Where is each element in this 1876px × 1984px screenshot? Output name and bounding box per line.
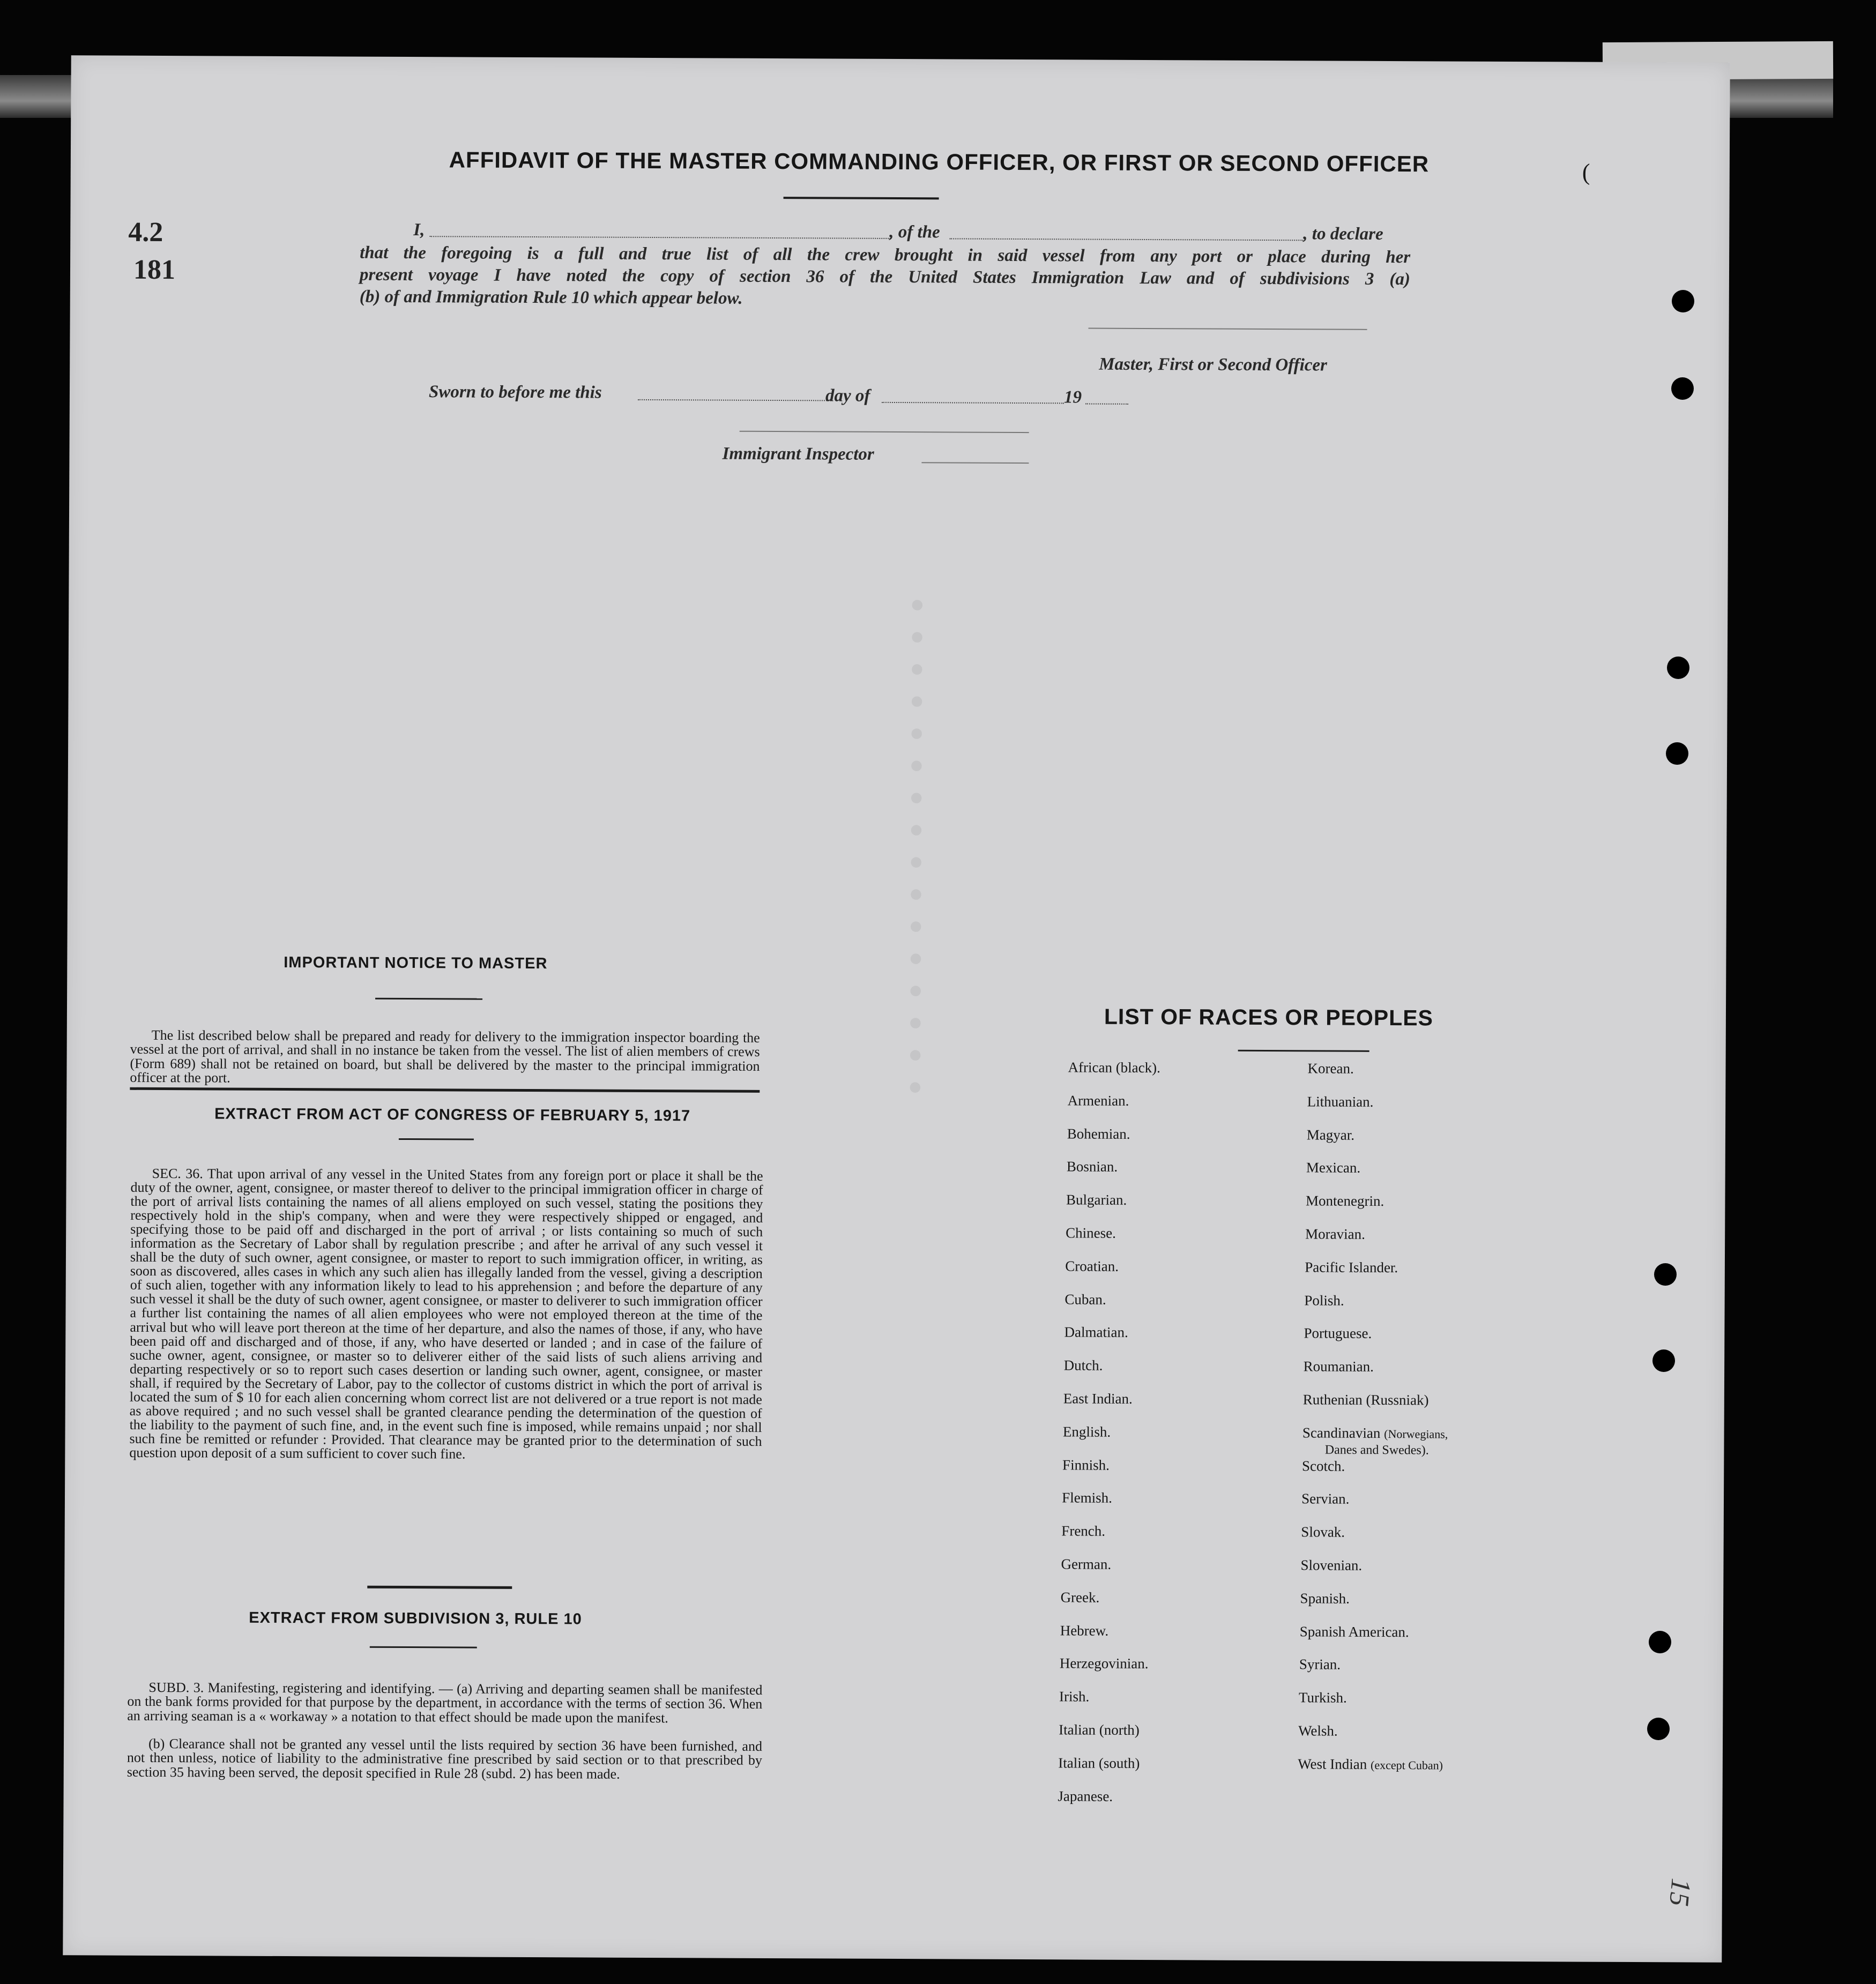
race-item: Scandinavian (Norwegians, [1302, 1424, 1448, 1441]
stamp-number-top: 4.2 [128, 217, 163, 248]
races-title-rule [1238, 1050, 1369, 1052]
race-item-note: (except Cuban) [1370, 1758, 1443, 1772]
sworn-label: Sworn to before me this [428, 382, 602, 402]
punch-hole [1649, 1631, 1671, 1653]
race-item: Lithuanian. [1307, 1093, 1374, 1110]
corner-mark: ( [1582, 159, 1590, 185]
race-item: Welsh. [1298, 1722, 1338, 1739]
race-item: Spanish American. [1299, 1623, 1409, 1640]
race-item: Slovak. [1301, 1524, 1345, 1540]
sworn-year-field[interactable] [1085, 404, 1128, 405]
statement-line-3: (b) of and Immigration Rule 10 which appear below. [359, 287, 743, 308]
race-item: Mexican. [1306, 1159, 1361, 1176]
section-rule-2 [367, 1586, 512, 1589]
notice-rule [375, 998, 482, 1000]
race-item-continuation: Danes and Swedes). [1324, 1443, 1429, 1458]
inspector-caption: Immigrant Inspector [722, 444, 874, 464]
inspector-trailing-line [921, 462, 1029, 464]
section-rule-1 [130, 1087, 760, 1093]
race-item: Finnish. [1062, 1456, 1110, 1473]
race-item: Greek. [1060, 1589, 1100, 1606]
race-item: West Indian (except Cuban) [1298, 1756, 1443, 1772]
race-item: German. [1061, 1556, 1112, 1572]
day-of-label: day of [825, 386, 870, 406]
name-field[interactable] [429, 236, 890, 239]
race-item: Chinese. [1066, 1225, 1116, 1241]
statement-line-2: present voyage I have noted the copy of section 36 of the United States Immigration Law and of subdivisions 3 (a) [359, 265, 1411, 289]
race-item: Scotch. [1302, 1457, 1345, 1474]
race-item-note: (Norwegians, [1384, 1427, 1448, 1441]
signature-line[interactable] [1089, 328, 1367, 330]
sworn-month-field[interactable] [882, 402, 1064, 404]
race-item: English. [1062, 1423, 1111, 1440]
race-item: Magyar. [1306, 1126, 1355, 1143]
punch-hole [1654, 1263, 1677, 1286]
year-prefix: 19 [1063, 387, 1082, 407]
race-item: Dutch. [1063, 1357, 1103, 1374]
race-item: Turkish. [1298, 1689, 1347, 1706]
act-rule [399, 1138, 474, 1140]
race-item: Japanese. [1058, 1787, 1113, 1804]
act-heading: EXTRACT FROM ACT OF CONGRESS OF FEBRUARY 5, 1917 [214, 1105, 691, 1125]
race-item: Syrian. [1299, 1656, 1341, 1673]
vessel-field[interactable] [949, 238, 1303, 241]
punch-hole [1672, 290, 1694, 312]
of-the-label: , of the [889, 222, 940, 242]
punch-hole [1666, 742, 1688, 765]
race-item: Bosnian. [1066, 1158, 1118, 1175]
race-item: African (black). [1068, 1059, 1160, 1076]
bleed-through: . . . . . . . . . . . . . . . . [897, 597, 971, 1096]
race-item: Spanish. [1300, 1590, 1350, 1607]
rule-text-b: (b) Clearance shall not be granted any vessel until the lists required by section 36 have been furnished, and not then unless, notice of liability to the administrative fine prescribed by said section or to that prescribed by section 35 having been served, the deposit specified in Rule 28 (subd. 2) has been made. [126, 1735, 763, 1782]
race-item: Bulgarian. [1066, 1191, 1127, 1209]
race-item: Pacific Islander. [1305, 1259, 1398, 1276]
race-item: Roumanian. [1303, 1358, 1374, 1375]
race-item: Cuban. [1064, 1291, 1106, 1308]
affidavit-statement [360, 242, 1411, 313]
i-label: I, [413, 220, 425, 240]
race-item: East Indian. [1063, 1390, 1133, 1407]
race-item: Irish. [1059, 1688, 1090, 1705]
race-item: Slovenian. [1300, 1557, 1363, 1573]
race-item: Korean. [1307, 1060, 1354, 1077]
inspector-signature-line[interactable] [740, 431, 1029, 433]
sworn-day-field[interactable] [638, 399, 831, 401]
race-item: Armenian. [1067, 1092, 1129, 1109]
to-declare-label: , to declare [1303, 224, 1383, 244]
act-text: SEC. 36. That upon arrival of any vessel in the United States from any foreign port or place it shall be the duty of the owner, agent, consignee, or master thereof to deliver to the principal immigration officer in charge of the port of arrival lists containing the names of all aliens employed on such vessel, stating the positions they respectively hold in the ship's company, when and were they were respectively shipped or engaged, and specifying those to be paid off and discharged in the port of arrival ; or lists containing so much of such information as the Secretary of Labor shall by regulation prescribe ; and after he arrival of any such vessel it shall be the duty of such owner, agent consignee, or master to report to such immigration officer, in writing, as soon as discovered, alles cases in which any such alien has illegally landed from the vessel, giving a description of such alien, together with any information likely to lead to his apprehension ; and before the departure of any such vessel it shall be the duty of such owner, agent consignee, or master to deliverer to such immigration officer a further list containing the names of all alien employees who were not employed thereon at the time of the arrival but who will leave port thereon at the time of her departure, and also the names of those, if any, who have been paid off and discharged and of those, if any, who have deserted or landed ; and in case of the failure of suche owner, agent, consignee, or master so to deliverer either of the said lists of such aliens arriving and departing respectively or so to report such cases desertion or landing such owner, agent, consignee, or master shall, if required by the Secretary of Labor, pay to the collector of customs district in which the port of arrival is located the sum of $ 10 for each alien concerning whom correct list are not delivered or a true report is not made as above required ; and no such vessel shall be granted clearance pending the determination of the question of the liability to the payment of such fine, and, in the event such fine is imposed, while remains unpaid ; nor shall such fine be remitted or refunder : Provided. That clearance may be granted prior to the determination of such question upon deposit of a sum sufficient to cover such fine. [129, 1165, 763, 1462]
race-item: Polish. [1304, 1292, 1344, 1309]
notice-heading: IMPORTANT NOTICE TO MASTER [284, 954, 548, 973]
race-item: Italian (north) [1059, 1721, 1140, 1738]
race-item: Italian (south) [1058, 1755, 1140, 1771]
punch-hole [1671, 377, 1694, 400]
margin-note: 15 [1663, 1877, 1696, 1908]
rule-heading-rule [370, 1646, 477, 1649]
race-item: Croatian. [1065, 1258, 1119, 1274]
notice-text: The list described below shall be prepared and ready for delivery to the immigration inspector boarding the vessel at the port of arrival, and shall in no instance be taken from the vessel. The list of alien members of crews (Form 689) shall not be retained on board, but shall be delivered by the master to the principal immigration officer at the port. [130, 1027, 760, 1086]
race-item: Flemish. [1062, 1489, 1113, 1506]
race-item: Portuguese. [1304, 1325, 1372, 1342]
rule-text-a: SUBD. 3. Manifesting, registering and identifying. — (a) Arriving and departing seamen shall be manifested on the bank forms provided for that purpose by the department, in accordance with the terms of section 36. When an arriving seaman is a « workaway » a notation to that effect should be made upon the manifest. [127, 1679, 763, 1726]
race-item: Herzegovinian. [1059, 1655, 1149, 1672]
race-item: Montenegrin. [1305, 1192, 1384, 1210]
race-item: Servian. [1301, 1490, 1350, 1508]
title-rule [784, 197, 939, 199]
statement-line-1: that the foregoing is a full and true list of all the crew brought in said vessel from any port or place during her [360, 243, 1411, 267]
stamp-number-bottom: 181 [133, 254, 176, 286]
punch-hole [1652, 1349, 1675, 1372]
punch-hole [1667, 657, 1689, 679]
race-item: Bohemian. [1067, 1125, 1130, 1142]
form-page [63, 55, 1730, 1962]
affidavit-title: AFFIDAVIT OF THE MASTER COMMANDING OFFICER, OR FIRST OR SECOND OFFICER [449, 147, 1430, 177]
punch-hole [1647, 1718, 1670, 1740]
race-item: French. [1061, 1523, 1106, 1539]
signature-caption: Master, First or Second Officer [1099, 354, 1327, 375]
race-item: Dalmatian. [1064, 1324, 1128, 1341]
races-title: LIST OF RACES OR PEOPLES [1104, 1004, 1434, 1031]
race-item: Hebrew. [1060, 1622, 1109, 1639]
race-item: Moravian. [1305, 1226, 1365, 1242]
rule-heading: EXTRACT FROM SUBDIVISION 3, RULE 10 [249, 1609, 582, 1628]
race-item: Ruthenian (Russniak) [1302, 1391, 1429, 1408]
